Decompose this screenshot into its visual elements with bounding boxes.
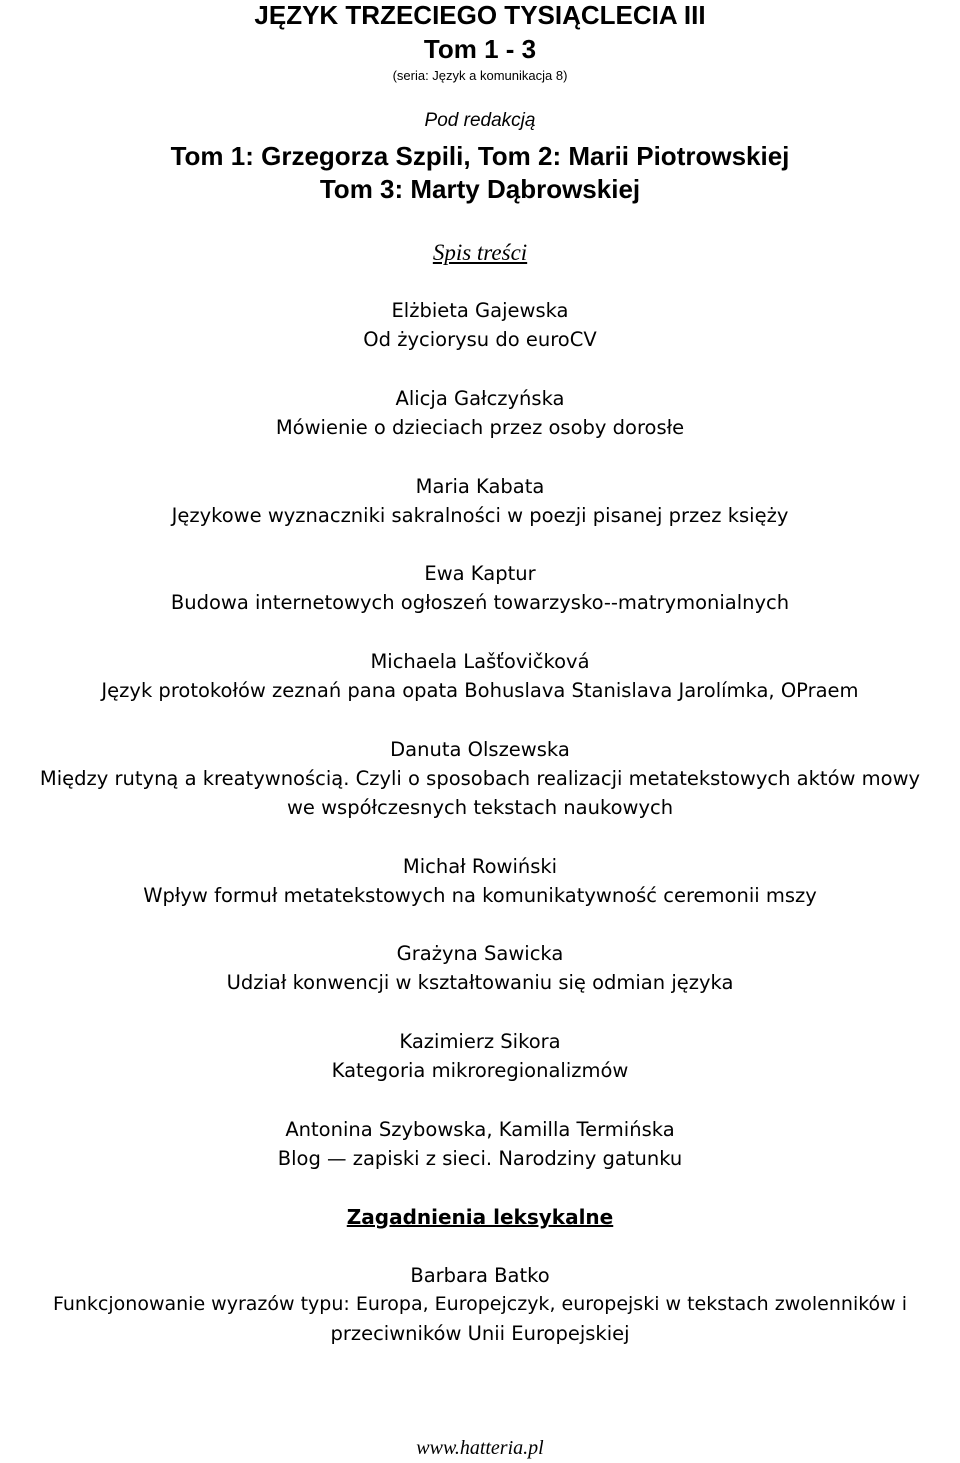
entry-author: Maria Kabata (415, 475, 545, 498)
book-title: JĘZYK TRZECIEGO TYSIĄCLECIA III (254, 0, 706, 30)
entry-title: Język protokołów zeznań pana opata Bohuslava Stanislava Jarolímka, OPraem (101, 679, 859, 702)
section-heading-text: Zagadnienia leksykalne (346, 1205, 614, 1229)
entry-title: Między rutyną a kreatywnością. Czyli o sposobach realizacji metatekstowych aktów mowy (39, 767, 921, 790)
entry-author: Antonina Szybowska, Kamilla Termińska (285, 1118, 675, 1141)
footer-website: www.hatteria.pl (416, 1437, 544, 1459)
entry-title: Mówienie o dzieciach przez osoby dorosłe (275, 416, 685, 439)
entry-author: Alicja Gałczyńska (395, 387, 565, 410)
entry-author: Michaela Lašťovičková (370, 650, 590, 673)
volumes-label: Tom 1 - 3 (423, 34, 537, 64)
entry-title: Wpływ formuł metatekstowych na komunikatywność ceremonii mszy (143, 884, 817, 907)
entry-title: Językowe wyznaczniki sakralności w poezji pisanej przez księży (171, 504, 789, 527)
entry-title: Udział konwencji w kształtowaniu się odmian języka (226, 971, 734, 994)
edited-by-label: Pod redakcją (424, 110, 536, 131)
entry-title: Budowa internetowych ogłoszeń towarzysko--matrymonialnych (170, 591, 790, 614)
entry-title: Funkcjonowanie wyrazów typu: Europa, Europejczyk, europejski w tekstach zwolenników i (52, 1293, 908, 1315)
entry-author: Kazimierz Sikora (399, 1030, 561, 1053)
toc-heading (0, 241, 960, 264)
entry-title: Kategoria mikroregionalizmów (331, 1059, 629, 1082)
entry-author: Ewa Kaptur (424, 562, 536, 585)
entry-author: Danuta Olszewska (390, 738, 570, 761)
series-label: (seria: Język a komunikacja 8) (392, 68, 568, 83)
entry-title: Od życiorysu do euroCV (363, 328, 597, 351)
entry-author: Michał Rowiński (402, 855, 558, 878)
entry-title: Blog — zapiski z sieci. Narodziny gatunku (277, 1147, 683, 1170)
entry-author: Elżbieta Gajewska (391, 299, 569, 322)
entry-author: Grażyna Sawicka (396, 942, 564, 965)
toc-heading-text: Spis treści (432, 240, 528, 265)
entry-author: Barbara Batko (410, 1264, 550, 1287)
entry-title-continued: we współczesnych tekstach naukowych (286, 796, 674, 819)
entry-title-continued: przeciwników Unii Europejskiej (330, 1322, 630, 1345)
editors-line-1: Tom 1: Grzegorza Szpili, Tom 2: Marii Piotrowskiej (170, 141, 790, 171)
editors-line-2: Tom 3: Marty Dąbrowskiej (319, 174, 641, 204)
section-heading (0, 1207, 960, 1227)
